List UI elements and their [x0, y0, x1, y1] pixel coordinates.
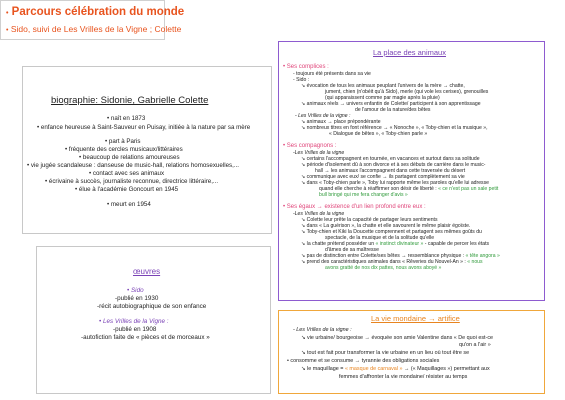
animals-title: La place des animaux — [373, 48, 446, 57]
section-complices: • Ses complices : — [283, 64, 329, 70]
page-subtitle — [6, 24, 181, 34]
animals-line: quand elle cherche à réaffirmer son désir de liberté : « ce n'est pas un sale petit — [319, 186, 499, 192]
mondaine-line: qu'on a l'air » — [459, 342, 491, 348]
animals-line: ↘ période d'isolement dû à son divorce et à ses débuts de carrière dans le music- — [301, 162, 486, 168]
animals-line: ↘ évocation de tous les animaux peuplant l'univers de la mère → chatte, — [301, 83, 465, 89]
bio-line: • écrivaine à succès, journaliste reconnue, directrice littéraire,... — [45, 178, 219, 185]
bio-line: • élue à l'académie Goncourt en 1945 — [75, 186, 179, 193]
animals-line: - Sido : — [293, 77, 310, 83]
animals-line: ↘ dans « La guérison », la chatte et elle savourent le même plaisir égoïste. — [301, 223, 471, 229]
animals-line: ↘ nombreux titres en font référence → « Nonoche », « Toby-chien et la musique », — [301, 125, 488, 131]
animals-box — [278, 41, 545, 301]
vrilles-line: -publié en 1908 — [113, 326, 157, 333]
section-egaux: • Ses égaux → existence d'un lien profond entre eux : — [283, 204, 426, 210]
animals-line: ↘ prend des caractéristiques animales dans « Rêveries du Nouvel-An » : « nous — [301, 259, 483, 265]
animals-line: ↘ certains l'accompagnent en tournée, en vacances et surtout dans sa solitude — [301, 156, 480, 162]
sido-line: -récit autobiographique de son enfance — [97, 303, 207, 310]
page-title-text: Parcours célébration du monde — [11, 6, 185, 18]
animals-line: (qui apparaissent comme par magie après la pluie) — [325, 95, 440, 101]
oeuvres-title: œuvres — [133, 267, 161, 276]
bio-line: • contact avec ses animaux — [89, 170, 165, 177]
mondaine-line: ↘ vie urbaine/ bourgeoise → évoquée son amie Valentine dans « De quoi est-ce — [301, 335, 494, 341]
bio-line: • part à Paris — [105, 138, 141, 145]
biography-box — [22, 66, 272, 234]
bio-line: • beaucoup de relations amoureuses — [79, 154, 180, 161]
bio-line: • enfance heureuse à Saint-Sauveur en Puisay, initiée à la nature par sa mère — [37, 124, 251, 131]
animals-line: ↘ la chatte prétend posséder un « instinct divinateur » - capable de percer les états — [301, 241, 490, 247]
animals-line: ↘ animaux réels → univers enfantin de Colette/ participent à son apprentissage — [301, 101, 481, 107]
mondaine-line: femmes d'affronter la vie mondaine/ résister au temps — [339, 374, 468, 380]
page-title — [6, 6, 184, 18]
animals-line: ↘ Colette leur prête la capacité de partager leurs sentiments — [301, 217, 438, 223]
animals-line: jument, chien (n'obéit qu'à Sido), merle (qui vole les cerises), grenouilles — [325, 89, 489, 95]
header-box — [0, 0, 185, 40]
vrilles-title: • Les Vrilles de la Vigne : — [99, 318, 169, 325]
animals-line: bull bringé qui me fera changer d'avis » — [319, 192, 408, 198]
mondaine-line: ↘ le maquillage = « masque de carnaval » → (« Maquillages ») permettant aux — [301, 366, 490, 372]
animals-line: -Les Vrilles de la vigne — [293, 150, 345, 156]
vie-mondaine-box — [278, 310, 545, 394]
animals-line: d'âmes de sa maîtresse — [325, 247, 379, 253]
bio-line: • meurt en 1954 — [107, 201, 151, 208]
animals-line: ↘ dans « Toby-chien parle », Toby lui rapporte même les paroles qu'elle lui adresse — [301, 180, 489, 186]
animals-line: - Les Vrilles de la vigne : — [295, 113, 351, 119]
animals-line: spectacle, de la musique et de la solitude qu'elle — [325, 235, 435, 241]
vrilles-line: -autofiction faite de « pièces et de morceaux » — [81, 334, 210, 341]
mondaine-line: - Les Vrilles de la vigne : — [293, 327, 352, 333]
bio-line: • naît en 1873 — [107, 115, 146, 122]
bullet-icon: • — [6, 10, 9, 17]
sido-title: • Sido — [127, 287, 144, 294]
animals-line: de l'amour de la nature/des bêtes — [355, 107, 431, 113]
animals-line: « Dialogue de bêtes », « Toby-chien parle » — [329, 131, 428, 137]
animals-line: avons gratté de nos dix pattes, nous avons aboyé » — [325, 265, 442, 271]
page-subtitle-text: Sido, suivi de Les Vrilles de la Vigne ; Colette — [10, 24, 182, 34]
section-compagnons: • Ses compagnons : — [283, 143, 337, 149]
animals-line: ↘ pas de distinction entre Colette/ses bêtes → ressemblance physique : « tête angora » — [301, 253, 500, 259]
sido-line: -publié en 1930 — [115, 295, 159, 302]
bio-line: • vie jugée scandaleuse : danseuse de music-hall, relations homosexuelles,... — [27, 162, 239, 169]
vie-mondaine-title: La vie mondaine → artifice — [371, 314, 460, 323]
mondaine-line: ↘ tout est fait pour transformer la vie urbaine en un lieu où tout être se — [301, 350, 470, 356]
animals-line: - toujours été présents dans sa vie — [293, 71, 371, 77]
animals-line: ↘ communique avec eux/ se confie → ils partagent complètement sa vie — [301, 174, 465, 180]
animals-line: -Les Vrilles de la vigne — [293, 211, 345, 217]
mondaine-line: • consomme et se consume → tyrannie des obligations sociales — [287, 358, 440, 364]
animals-line: ↘ Toby-chien et Kiki la Doucette comprennent et partagent ses mêmes goûts du — [301, 229, 482, 235]
bio-line: • fréquente des cercles musicaux/littéraires — [65, 146, 183, 153]
bullet-icon: • — [6, 27, 9, 34]
animals-line: hall → les animaux l'accompagnent dans cette traversée du désert — [315, 168, 466, 174]
oeuvres-box — [36, 246, 271, 394]
biography-title: biographie: Sidonie, Gabrielle Colette — [51, 95, 209, 106]
animals-line: ↘ animaux → place prépondérante — [301, 119, 381, 125]
